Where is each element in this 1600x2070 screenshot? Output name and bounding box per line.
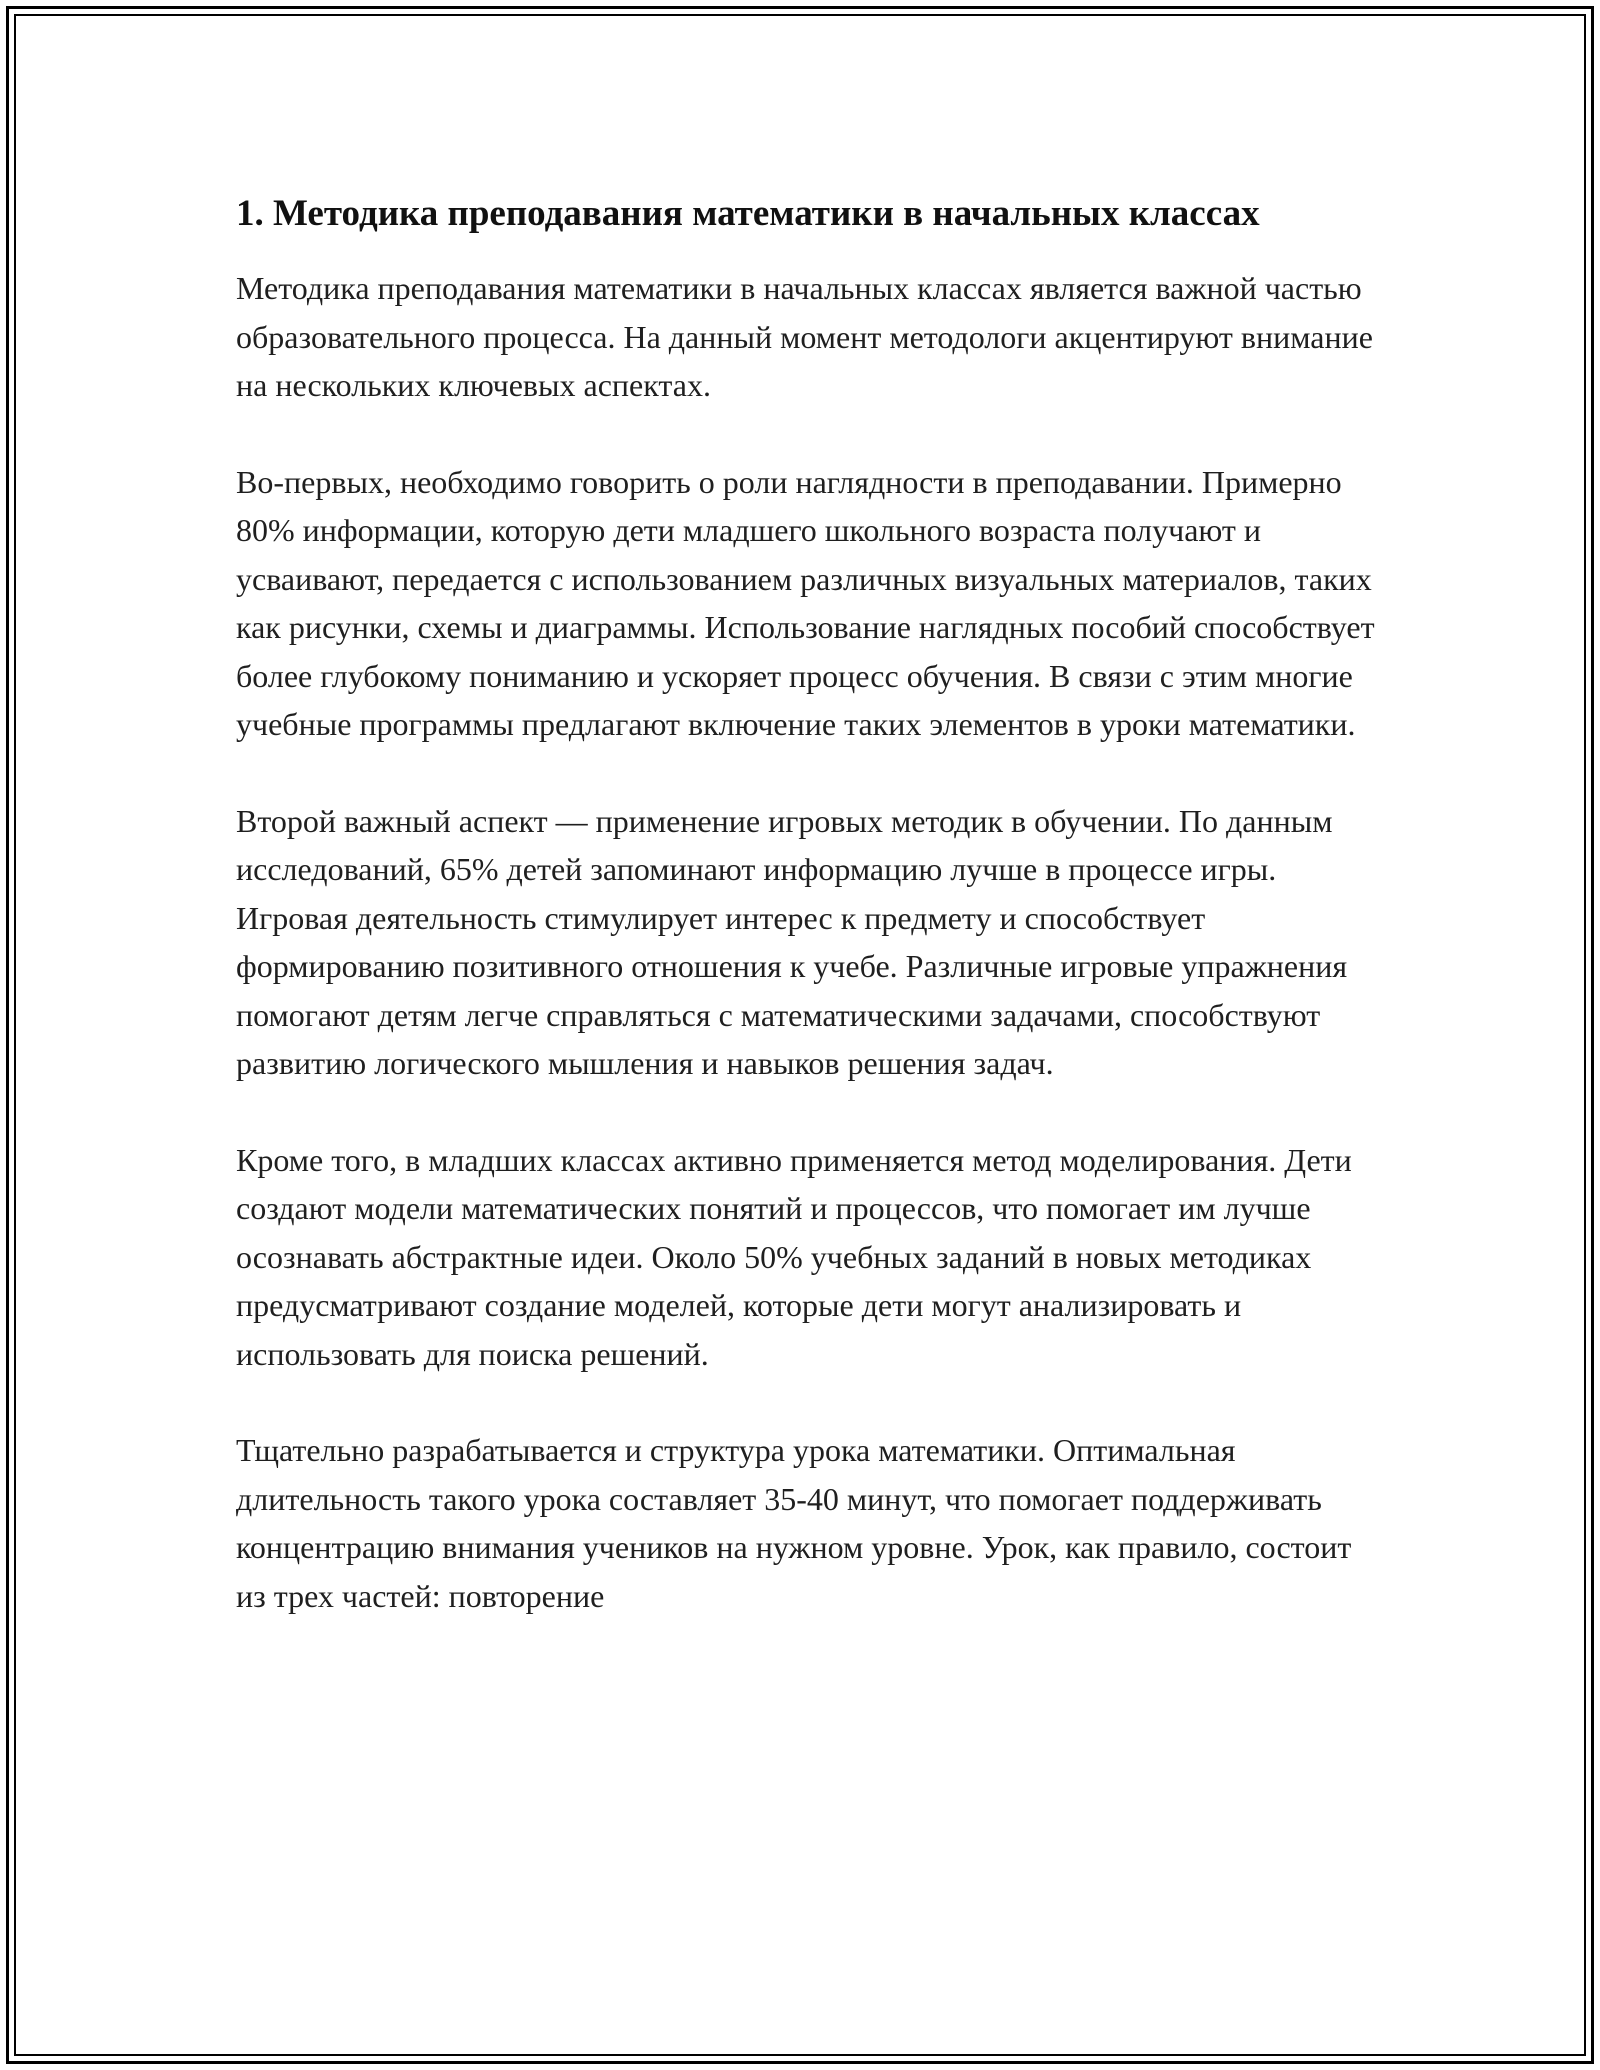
paragraph-modeling: Кроме того, в младших классах активно применяется метод моделирования. Дети создают модели математических понятий и процессов, что помогает им лучше осознавать абстрактные идеи. Около 50% учебных заданий в новых методиках предусматривают создание моделей, которые дети могут анализировать и использовать для поиска решений. bbox=[236, 1141, 1352, 1372]
document-body bbox=[236, 186, 1376, 1668]
paragraph-visualization: Во-первых, необходимо говорить о роли наглядности в преподавании. Примерно 80% информации, которую дети младшего школьного возраста получают и усваивают, передается с использованием различных визуальных материалов, таких как рисунки, схемы и диаграммы. Использование наглядных пособий способствует более глубокому пониманию и ускоряет процесс обучения. В связи с этим многие учебные программы предлагают включение таких элементов в уроки математики. bbox=[236, 463, 1375, 742]
paragraph-lesson-structure: Тщательно разрабатывается и структура урока математики. Оптимальная длительность такого урока составляет 35-40 минут, что помогает поддерживать концентрацию внимания учеников на нужном уровне. Урок, как правило, состоит из трех частей: повторение bbox=[236, 1432, 1352, 1614]
section-heading: 1. Методика преподавания математики в начальных классах bbox=[236, 193, 1260, 234]
paragraph-game-methods: Второй важный аспект — применение игровых методик в обучении. По данным исследований, 65% детей запоминают информацию лучше в процессе игры. Игровая деятельность стимулирует интерес к предмету и способствует формированию позитивного отношения к учебе. Различные игровые упражнения помогают детям легче справляться с математическими задачами, способствуют развитию логического мышления и навыков решения задач. bbox=[236, 802, 1348, 1081]
paragraph-intro: Методика преподавания математики в начальных классах является важной частью образовательного процесса. На данный момент методологи акцентируют внимание на нескольких ключевых аспектах. bbox=[236, 270, 1373, 403]
